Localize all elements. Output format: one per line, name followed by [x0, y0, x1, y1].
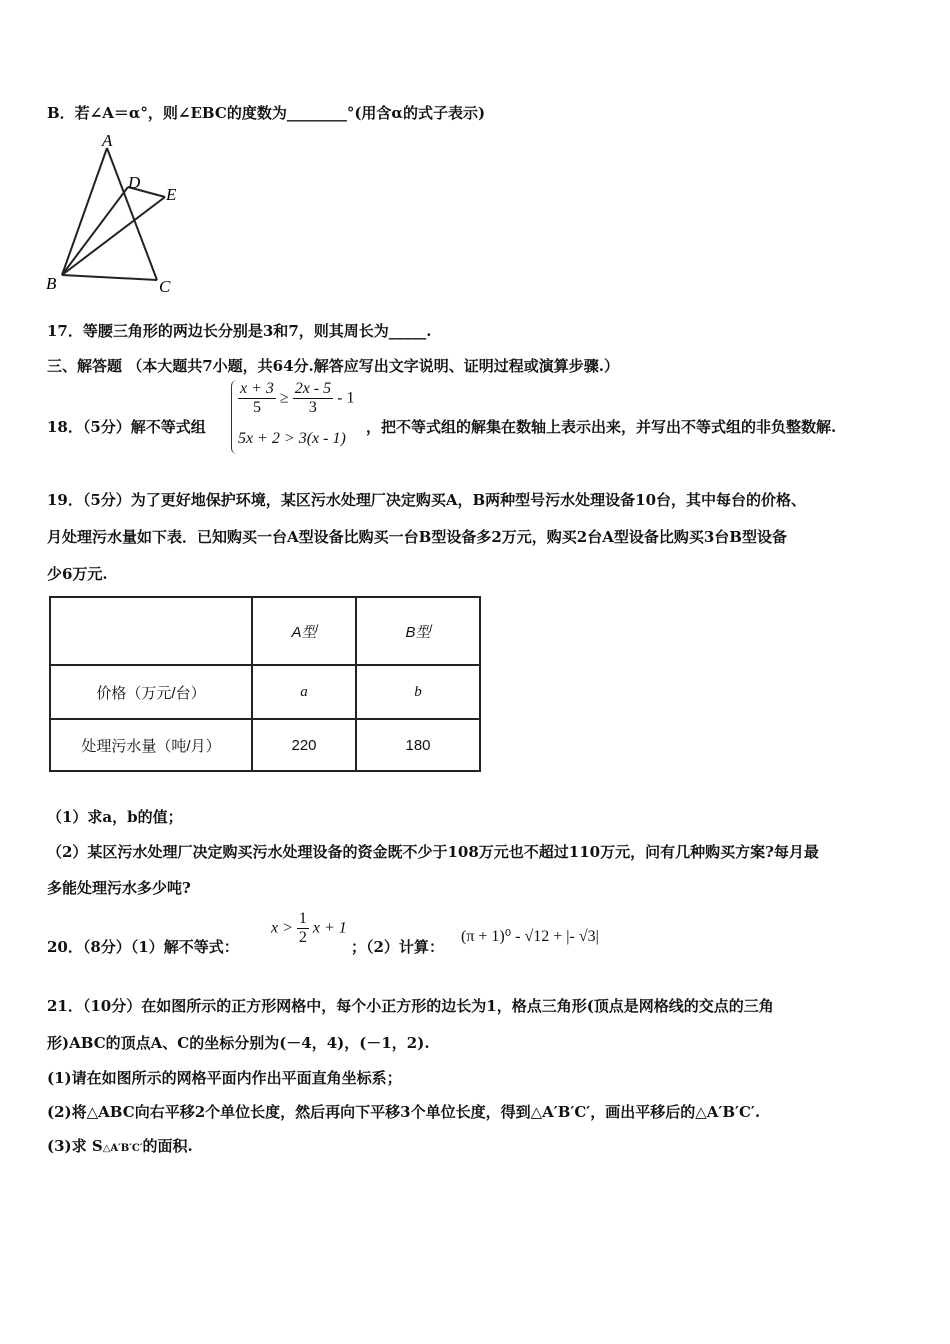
question-20: 20．（8分）（1）解不等式： x > $\frac{1}{2}$ x + 1 ；（2）计算： (π + 1)⁰ - √12 + |- √3| [47, 910, 599, 956]
label-b: B [46, 274, 57, 293]
question-19-line-1: 19．（5分）为了更好地保护环境，某区污水处理厂决定购买A，B两种型号污水处理设备10台，其中每台的价格、 [47, 491, 807, 509]
table-cell: B型 [356, 597, 480, 665]
table-cell: b [356, 665, 480, 719]
question-20-separator: ；（2）计算： [351, 938, 444, 956]
question-17-text: 17．等腰三角形的两边长分别是3和7，则其周长为_____. [47, 322, 432, 340]
question-19-sub-2-line-1: （2）某区污水处理厂决定购买污水处理设备的资金既不少于108万元也不超过110万元，问有几种购买方案?每月最 [47, 843, 819, 861]
question-21-line-5: (3)求 S△A′B′C′的面积. [47, 1137, 193, 1155]
table-cell: A型 [252, 597, 356, 665]
frac-half: $\frac{1}{2}$ [298, 910, 307, 946]
question-21-line-1: 21．（10分）在如图所示的正方形网格中，每个小正方形的边长为1，格点三角形(顶点是网格线的交点的三角 [47, 997, 774, 1015]
table-header-row [50, 597, 480, 665]
table-cell: 220 [252, 719, 356, 771]
question-21-line-4: (2)将△ABC向右平移2个单位长度，然后再向下平移3个单位长度，得到△A′B′C′，画出平移后的△A′B′C′. [47, 1103, 761, 1121]
section-3-heading: 三、解答题 （本大题共7小题，共64分.解答应写出文字说明、证明过程或演算步骤.） [47, 357, 619, 375]
question-19-sub-2-line-2: 多能处理污水多少吨? [47, 879, 191, 897]
calc-expression: (π + 1)⁰ - √12 + |- √3| [461, 928, 599, 945]
triangle-figure [40, 132, 200, 297]
table-cell [50, 597, 252, 665]
label-a: A [102, 132, 113, 150]
question-18 [47, 380, 927, 456]
question-18-suffix: ，把不等式组的解集在数轴上表示出来，并写出不等式组的非负整数解. [366, 418, 837, 436]
question-21-line-3: (1)请在如图所示的网格平面内作出平面直角坐标系； [47, 1069, 402, 1087]
inequality-system: $\frac{x + 3}{5}$ ≥ $\frac{2x - 5}{3}$ - 1 5x + 2 > 3(x - 1) [231, 380, 354, 454]
question-18-prefix: 18．（5分）解不等式组 [47, 418, 206, 436]
question-19-sub-1: （1）求a，b的值； [47, 808, 183, 826]
question-16b-text: B．若∠A＝α°，则∠EBC的度数为________°(用含α的式子表示) [47, 104, 486, 122]
label-e: E [166, 185, 177, 204]
frac-2: $\frac{2x - 5}{3}$ [294, 380, 332, 416]
question-19-line-2: 月处理污水量如下表．已知购买一台A型设备比购买一台B型设备多2万元，购买2台A型设备比购买3台B型设备 [47, 528, 787, 546]
frac-1: $\frac{x + 3}{5}$ [240, 380, 274, 416]
table-row [50, 665, 480, 719]
table-cell: 180 [356, 719, 480, 771]
table-cell: a [252, 665, 356, 719]
table-cell: 价格（万元/台） [50, 665, 252, 719]
question-20-prefix: 20．（8分）（1）解不等式： [47, 938, 239, 956]
label-d: D [128, 173, 141, 192]
question-21-line-2: 形)ABC的顶点A、C的坐标分别为(－4，4)，(－1，2). [47, 1034, 430, 1052]
table-row [50, 719, 480, 771]
question-19-line-3: 少6万元. [47, 565, 108, 583]
inequality-2: 5x + 2 > 3(x - 1) [238, 430, 346, 447]
device-table [49, 596, 481, 772]
label-c: C [159, 277, 171, 296]
table-cell: 处理污水量（吨/月） [50, 719, 252, 771]
